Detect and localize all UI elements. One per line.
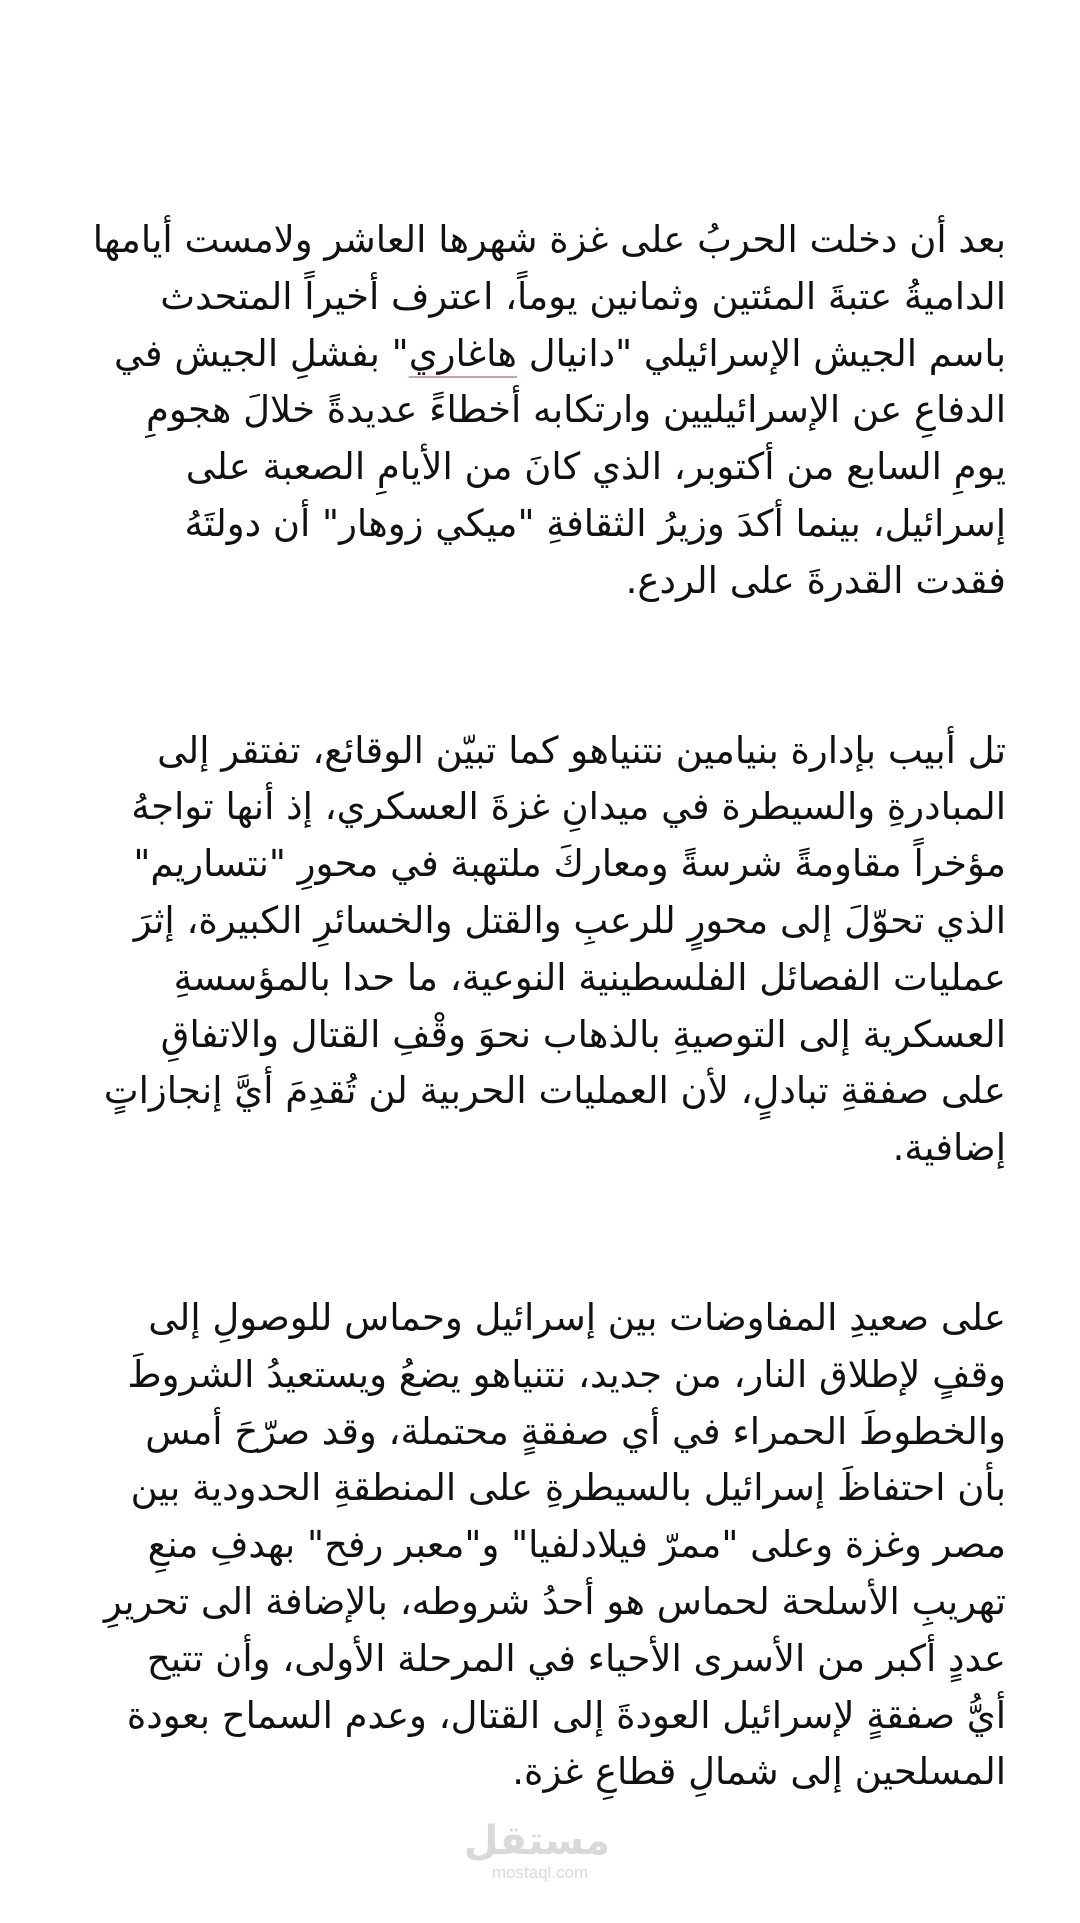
text-line: مؤخراً مقاومةً شرسةً ومعاركَ ملتهبة في محورِ "نتساريم" xyxy=(133,842,1006,886)
text-line: العسكرية إلى التوصيةِ بالذهاب نحوَ وقْفِ القتال والاتفاقِ xyxy=(160,1012,1006,1056)
text-line: إسرائيل، بينما أكدَ وزيرُ الثقافةِ "ميكي زوهار" أن دولتَهُ xyxy=(184,501,1006,545)
document-body xyxy=(76,212,1006,1914)
watermark-domain: mostaql.com xyxy=(491,1863,589,1882)
paragraph-3 xyxy=(76,1290,1006,1801)
text-line: الدفاعِ عن الإسرائيليين وارتكابه أخطاءً عديدةً خلالَ هجومِ xyxy=(145,388,1006,432)
text-line: الذي تحوّلَ إلى محورٍ للرعبِ والقتل والخسائرِ الكبيرة، إثرَ xyxy=(133,898,1006,942)
text-line: فقدت القدرةَ على الردع. xyxy=(625,558,1006,602)
text-line: يومِ السابع من أكتوبر، الذي كانَ من الأيامِ الصعبة على xyxy=(185,445,1006,489)
watermark-logo-text: مستقل xyxy=(463,1818,610,1864)
text-line: على صفقةِ تبادلٍ، لأن العمليات الحربية لن تُقدِمَ أيَّ إنجازاتٍ xyxy=(103,1069,1006,1113)
paragraph-1 xyxy=(76,212,1006,610)
text-line: على صعيدِ المفاوضات بين إسرائيل وحماس للوصولِ إلى xyxy=(148,1295,1006,1339)
text-line: الداميةُ عتبةَ المئتين وثمانين يوماً، اعترف أخيراً المتحدث xyxy=(160,274,1006,318)
text-line: المبادرةِ والسيطرة في ميدانِ غزةَ العسكري، إذ أنها تواجهُ xyxy=(131,785,1006,829)
text-line: المسلحين إلى شمالِ قطاعِ غزة. xyxy=(512,1750,1006,1794)
text-line: تل أبيب بإدارة بنيامين نتنياهو كما تبيّن الوقائع، تفتقر إلى xyxy=(157,728,1006,772)
text-line: عددٍ أكبر من الأسرى الأحياء في المرحلة الأولى، وأن تتيح xyxy=(146,1636,1006,1680)
text-line: بعد أن دخلت الحربُ على غزة شهرها العاشر ولامست أيامها xyxy=(92,218,1006,261)
text-line: تهريبِ الأسلحة لحماس هو أحدُ شروطه، بالإضافة الى تحريرِ xyxy=(103,1579,1006,1623)
text-segment: " بفشلِ الجيش في xyxy=(114,331,409,375)
text-line: إضافية. xyxy=(892,1126,1006,1170)
text-line xyxy=(76,326,1006,383)
text-line: بأن احتفاظَ إسرائيل بالسيطرةِ على المنطقةِ الحدودية بين xyxy=(130,1466,1006,1510)
spellcheck-flagged-word[interactable]: هاغاري xyxy=(408,331,517,375)
text-segment: باسم الجيش الإسرائيلي "دانيال xyxy=(516,331,1006,375)
text-line: مصر وغزة وعلى "ممرّ فيلادلفيا" و"معبر رفح" بهدفِ منعِ xyxy=(147,1523,1006,1567)
text-line: أيُّ صفقةٍ لإسرائيل العودةَ إلى القتال، وعدم السماح بعودة xyxy=(126,1693,1006,1737)
paragraph-2 xyxy=(76,723,1006,1177)
text-line: وقفٍ لإطلاق النار، من جديد، نتنياهو يضعُ ويستعيدُ الشروطَ xyxy=(127,1352,1006,1396)
text-line: والخطوطَ الحمراء في أي صفقةٍ محتملة، وقد صرّحَ أمس xyxy=(145,1409,1006,1453)
text-line: عمليات الفصائل الفلسطينية النوعية، ما حدا بالمؤسسةِ xyxy=(173,955,1006,999)
